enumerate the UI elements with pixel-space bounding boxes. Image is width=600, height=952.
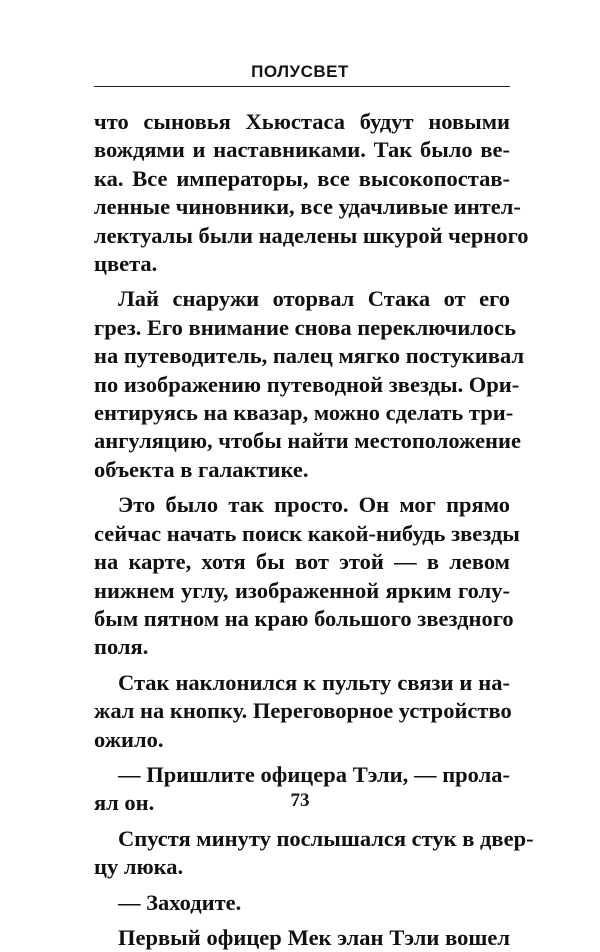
text-line: ангуляцию, чтобы найти местоположение xyxy=(94,428,521,454)
text-line: объекта в галактике. xyxy=(94,456,309,482)
text-line: цу люка. xyxy=(94,854,184,880)
text-line: что сыновья Хьюстаса будут новыми xyxy=(94,109,510,134)
text-line: — Заходите. xyxy=(118,889,242,915)
header-rule xyxy=(94,86,510,87)
text-line: Спустя минуту послышался стук в двер- xyxy=(118,825,534,851)
paragraph xyxy=(94,491,520,661)
text-line: Стак наклонился к пульту связи и на- xyxy=(118,669,510,695)
text-line: Это было так просто. Он мог прямо xyxy=(118,492,510,518)
text-line: ожило. xyxy=(94,726,164,752)
text-line: нижнем углу, изображенной ярким голу- xyxy=(94,577,510,603)
page-number: 73 xyxy=(290,790,310,811)
text-line: поля. xyxy=(94,634,149,660)
text-line: грез. Его внимание снова переключилось xyxy=(94,314,517,340)
body-text xyxy=(94,108,534,952)
text-line: лектуалы были наделены шкурой черного xyxy=(94,222,529,248)
text-line: ентируясь на квазар, можно сделать три- xyxy=(94,400,514,426)
paragraph xyxy=(94,285,525,484)
text-line: цвета. xyxy=(94,251,158,277)
paragraph xyxy=(94,924,510,952)
text-line: вождями и наставниками. Так было ве- xyxy=(94,137,510,163)
running-head: ПОЛУСВЕТ xyxy=(251,62,349,81)
paragraph xyxy=(94,889,510,917)
text-line: по изображению путеводной звезды. Ори- xyxy=(94,371,520,397)
text-line: на карте, хотя бы вот этой — в левом xyxy=(94,549,510,575)
text-line: сейчас начать поиск какой-нибудь звезды xyxy=(94,520,520,546)
text-line: ленные чиновники, все удачливые интел- xyxy=(94,194,521,220)
text-line: ка. Все императоры, все высокопостав- xyxy=(94,165,510,191)
text-line: ял он. xyxy=(94,790,155,816)
text-line: жал на кнопку. Переговорное устройство xyxy=(94,698,512,724)
text-line: бым пятном на краю большого звездного xyxy=(94,605,514,631)
paragraph xyxy=(94,669,510,754)
text-line: на путеводитель, палец мягко постукивал xyxy=(94,343,525,369)
text-line: Первый офицер Мек элан Тэли вошел xyxy=(118,924,510,950)
text-line: — Пришлите офицера Тэли, — прола- xyxy=(118,761,510,787)
paragraph xyxy=(94,825,534,882)
text-line: Лай снаружи оторвал Стака от его xyxy=(118,286,510,312)
paragraph xyxy=(94,108,529,278)
